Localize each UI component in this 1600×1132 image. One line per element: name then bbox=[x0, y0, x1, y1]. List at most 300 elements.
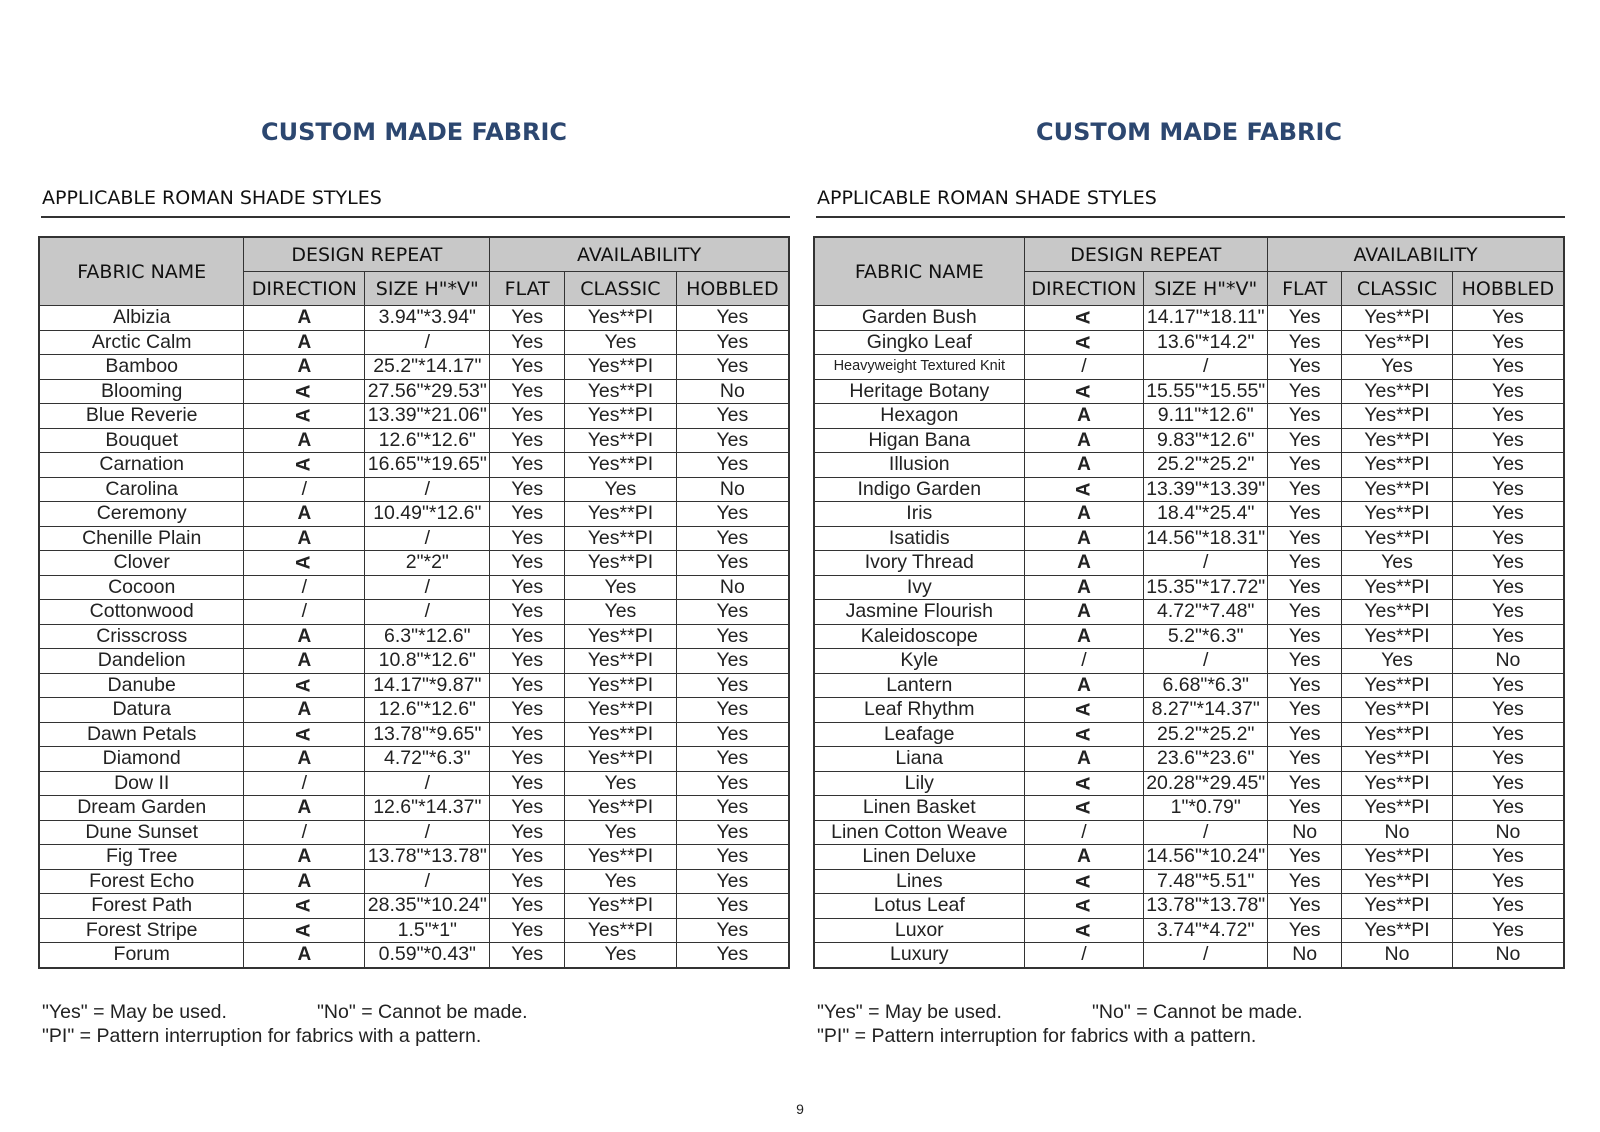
hobbled-cell: No bbox=[1452, 943, 1564, 968]
direction-cell bbox=[1024, 575, 1144, 600]
flat-cell: Yes bbox=[490, 551, 565, 576]
classic-cell: Yes bbox=[1342, 649, 1453, 674]
size-cell: 27.56"*29.53" bbox=[365, 379, 490, 404]
classic-cell: Yes**PI bbox=[1342, 526, 1453, 551]
main-title: CUSTOM MADE FABRIC bbox=[260, 118, 568, 146]
direction-upright-icon: A bbox=[297, 429, 312, 451]
classic-cell: Yes**PI bbox=[1342, 894, 1453, 919]
hobbled-cell: Yes bbox=[1452, 698, 1564, 723]
flat-cell: Yes bbox=[1268, 428, 1342, 453]
flat-cell: Yes bbox=[1268, 869, 1342, 894]
flat-cell: Yes bbox=[490, 673, 565, 698]
flat-cell: Yes bbox=[490, 624, 565, 649]
direction-upright-icon: A bbox=[1077, 674, 1091, 696]
hobbled-cell: Yes bbox=[1452, 477, 1564, 502]
hobbled-cell: No bbox=[676, 477, 789, 502]
section-title: APPLICABLE ROMAN SHADE STYLES bbox=[817, 187, 1157, 209]
flat-cell: Yes bbox=[490, 477, 565, 502]
hobbled-cell: Yes bbox=[676, 624, 789, 649]
direction-cell bbox=[244, 502, 365, 527]
flat-cell: Yes bbox=[490, 698, 565, 723]
direction-cell bbox=[1024, 428, 1144, 453]
direction-cell bbox=[1024, 502, 1144, 527]
fabric-name-cell: Lines bbox=[814, 869, 1024, 894]
fabric-name-cell: Forest Stripe bbox=[39, 918, 244, 943]
hobbled-cell: Yes bbox=[1452, 526, 1564, 551]
hobbled-cell: Yes bbox=[1452, 600, 1564, 625]
size-cell: / bbox=[365, 600, 490, 625]
size-cell: 12.6"*12.6" bbox=[365, 698, 490, 723]
classic-cell: Yes**PI bbox=[565, 355, 677, 380]
fabric-name-cell: Datura bbox=[39, 698, 244, 723]
classic-cell: Yes bbox=[565, 477, 677, 502]
header-direction: DIRECTION bbox=[244, 272, 365, 306]
size-cell: 13.39"*13.39" bbox=[1144, 477, 1268, 502]
fabric-name-cell: Garden Bush bbox=[814, 306, 1024, 331]
size-cell: 16.65"*19.65" bbox=[365, 453, 490, 478]
fabric-name-cell: Linen Cotton Weave bbox=[814, 820, 1024, 845]
table-row bbox=[39, 355, 789, 380]
direction-cell bbox=[1024, 796, 1144, 821]
fabric-name-cell: Albizia bbox=[39, 306, 244, 331]
fabric-name-cell: Forum bbox=[39, 943, 244, 968]
fabric-name-cell: Lotus Leaf bbox=[814, 894, 1024, 919]
hobbled-cell: Yes bbox=[676, 330, 789, 355]
classic-cell: Yes**PI bbox=[1342, 771, 1453, 796]
table-row bbox=[39, 526, 789, 551]
classic-cell: Yes bbox=[1342, 551, 1453, 576]
flat-cell: Yes bbox=[490, 379, 565, 404]
direction-cell bbox=[244, 551, 365, 576]
table-row bbox=[39, 575, 789, 600]
direction-cell bbox=[244, 379, 365, 404]
flat-cell: Yes bbox=[490, 722, 565, 747]
flat-cell: Yes bbox=[490, 453, 565, 478]
direction-cell bbox=[1024, 355, 1144, 380]
direction-sideways-icon: A bbox=[293, 727, 315, 742]
header-design-repeat: DESIGN REPEAT bbox=[1024, 237, 1268, 272]
fabric-name-cell: Iris bbox=[814, 502, 1024, 527]
table-row bbox=[814, 698, 1564, 723]
header-classic: CLASSIC bbox=[565, 272, 677, 306]
classic-cell: Yes**PI bbox=[565, 404, 677, 429]
direction-cell bbox=[244, 869, 365, 894]
classic-cell: Yes**PI bbox=[565, 894, 677, 919]
flat-cell: Yes bbox=[490, 575, 565, 600]
size-cell: 23.6"*23.6" bbox=[1144, 747, 1268, 772]
header-design-repeat: DESIGN REPEAT bbox=[244, 237, 490, 272]
size-cell: 25.2"*25.2" bbox=[1144, 453, 1268, 478]
classic-cell: Yes**PI bbox=[565, 306, 677, 331]
classic-cell: Yes**PI bbox=[565, 796, 677, 821]
table-row bbox=[39, 624, 789, 649]
hobbled-cell: Yes bbox=[1452, 624, 1564, 649]
classic-cell: Yes bbox=[565, 943, 677, 968]
hobbled-cell: Yes bbox=[676, 526, 789, 551]
classic-cell: Yes**PI bbox=[565, 551, 677, 576]
table-row bbox=[814, 575, 1564, 600]
table-row bbox=[814, 502, 1564, 527]
fabric-name-cell: Dandelion bbox=[39, 649, 244, 674]
hobbled-cell: Yes bbox=[676, 551, 789, 576]
header-fabric-name: FABRIC NAME bbox=[814, 237, 1024, 306]
size-cell: 5.2"*6.3" bbox=[1144, 624, 1268, 649]
table-row bbox=[814, 526, 1564, 551]
direction-sideways-icon: A bbox=[293, 923, 315, 938]
hobbled-cell: Yes bbox=[1452, 869, 1564, 894]
direction-value: / bbox=[301, 820, 308, 843]
size-cell: 1.5"*1" bbox=[365, 918, 490, 943]
size-cell: / bbox=[1144, 649, 1268, 674]
direction-upright-icon: A bbox=[1077, 503, 1091, 525]
direction-upright-icon: A bbox=[1077, 405, 1091, 427]
direction-upright-icon: A bbox=[297, 846, 312, 868]
direction-upright-icon: A bbox=[297, 748, 312, 770]
fabric-name-cell: Dow II bbox=[39, 771, 244, 796]
table-row bbox=[39, 894, 789, 919]
direction-cell bbox=[1024, 918, 1144, 943]
flat-cell: Yes bbox=[490, 600, 565, 625]
table-row bbox=[39, 845, 789, 870]
size-cell: 14.56"*18.31" bbox=[1144, 526, 1268, 551]
classic-cell: Yes**PI bbox=[1342, 747, 1453, 772]
header-direction: DIRECTION bbox=[1024, 272, 1144, 306]
table-row bbox=[814, 355, 1564, 380]
fabric-name-cell: Lantern bbox=[814, 673, 1024, 698]
direction-cell bbox=[1024, 379, 1144, 404]
classic-cell: Yes**PI bbox=[565, 428, 677, 453]
direction-value: / bbox=[301, 477, 308, 500]
direction-sideways-icon: A bbox=[1073, 727, 1095, 742]
direction-upright-icon: A bbox=[297, 331, 312, 353]
hobbled-cell: Yes bbox=[1452, 894, 1564, 919]
hobbled-cell: Yes bbox=[1452, 502, 1564, 527]
hobbled-cell: No bbox=[676, 575, 789, 600]
fabric-name-cell: Cottonwood bbox=[39, 600, 244, 625]
size-cell: 10.8"*12.6" bbox=[365, 649, 490, 674]
flat-cell: Yes bbox=[1268, 404, 1342, 429]
size-cell: 14.17"*9.87" bbox=[365, 673, 490, 698]
size-cell: 12.6"*14.37" bbox=[365, 796, 490, 821]
fabric-name-cell: Carolina bbox=[39, 477, 244, 502]
hobbled-cell: Yes bbox=[676, 673, 789, 698]
legend-yes: "Yes" = May be used. bbox=[817, 1001, 1002, 1023]
classic-cell: Yes**PI bbox=[1342, 845, 1453, 870]
size-cell: 13.6"*14.2" bbox=[1144, 330, 1268, 355]
size-cell: / bbox=[1144, 355, 1268, 380]
table-row bbox=[39, 502, 789, 527]
table-row bbox=[814, 796, 1564, 821]
flat-cell: Yes bbox=[1268, 722, 1342, 747]
hobbled-cell: Yes bbox=[676, 845, 789, 870]
direction-upright-icon: A bbox=[1077, 527, 1091, 549]
hobbled-cell: No bbox=[676, 379, 789, 404]
table-row bbox=[814, 649, 1564, 674]
direction-cell bbox=[1024, 845, 1144, 870]
section-divider bbox=[816, 216, 1565, 218]
fabric-name-cell: Isatidis bbox=[814, 526, 1024, 551]
flat-cell: Yes bbox=[490, 894, 565, 919]
flat-cell: Yes bbox=[490, 355, 565, 380]
table-body bbox=[814, 306, 1564, 968]
table-row bbox=[39, 943, 789, 968]
size-cell: 12.6"*12.6" bbox=[365, 428, 490, 453]
fabric-name-cell: Ivy bbox=[814, 575, 1024, 600]
flat-cell: Yes bbox=[490, 820, 565, 845]
fabric-name-cell: Crisscross bbox=[39, 624, 244, 649]
table-row bbox=[39, 600, 789, 625]
hobbled-cell: Yes bbox=[676, 453, 789, 478]
hobbled-cell: Yes bbox=[676, 355, 789, 380]
flat-cell: Yes bbox=[1268, 747, 1342, 772]
header-size: SIZE H"*V" bbox=[1144, 272, 1268, 306]
table-row bbox=[39, 771, 789, 796]
fabric-name-cell: Leaf Rhythm bbox=[814, 698, 1024, 723]
header-flat: FLAT bbox=[490, 272, 565, 306]
direction-value: / bbox=[1081, 820, 1087, 843]
direction-cell bbox=[1024, 943, 1144, 968]
fabric-name-cell: Blooming bbox=[39, 379, 244, 404]
size-cell: 13.39"*21.06" bbox=[365, 404, 490, 429]
size-cell: 9.11"*12.6" bbox=[1144, 404, 1268, 429]
hobbled-cell: Yes bbox=[1452, 306, 1564, 331]
size-cell: 3.94"*3.94" bbox=[365, 306, 490, 331]
hobbled-cell: Yes bbox=[1452, 771, 1564, 796]
size-cell: 4.72"*7.48" bbox=[1144, 600, 1268, 625]
classic-cell: Yes**PI bbox=[1342, 453, 1453, 478]
direction-sideways-icon: A bbox=[293, 555, 315, 570]
size-cell: 14.17"*18.11" bbox=[1144, 306, 1268, 331]
hobbled-cell: Yes bbox=[676, 404, 789, 429]
header-classic: CLASSIC bbox=[1342, 272, 1453, 306]
table-row bbox=[39, 379, 789, 404]
legend-no: "No" = Cannot be made. bbox=[1092, 1001, 1303, 1023]
size-cell: 13.78"*9.65" bbox=[365, 722, 490, 747]
flat-cell: Yes bbox=[1268, 551, 1342, 576]
direction-cell bbox=[1024, 453, 1144, 478]
fabric-name-cell: Leafage bbox=[814, 722, 1024, 747]
direction-sideways-icon: A bbox=[1073, 776, 1095, 791]
size-cell: 13.78"*13.78" bbox=[365, 845, 490, 870]
flat-cell: Yes bbox=[1268, 526, 1342, 551]
hobbled-cell: Yes bbox=[1452, 918, 1564, 943]
direction-cell bbox=[244, 624, 365, 649]
flat-cell: Yes bbox=[1268, 918, 1342, 943]
classic-cell: Yes bbox=[565, 575, 677, 600]
header-availability: AVAILABILITY bbox=[1268, 237, 1564, 272]
table-row bbox=[39, 869, 789, 894]
classic-cell: Yes**PI bbox=[1342, 428, 1453, 453]
direction-cell bbox=[244, 477, 365, 502]
size-cell: / bbox=[365, 820, 490, 845]
fabric-name-cell: Blue Reverie bbox=[39, 404, 244, 429]
fabric-name-cell: Dream Garden bbox=[39, 796, 244, 821]
classic-cell: Yes**PI bbox=[565, 747, 677, 772]
flat-cell: Yes bbox=[1268, 649, 1342, 674]
direction-upright-icon: A bbox=[1077, 454, 1091, 476]
size-cell: / bbox=[1144, 820, 1268, 845]
direction-cell bbox=[1024, 771, 1144, 796]
direction-value: / bbox=[301, 600, 308, 623]
table-row bbox=[814, 330, 1564, 355]
flat-cell: Yes bbox=[490, 796, 565, 821]
hobbled-cell: Yes bbox=[1452, 379, 1564, 404]
flat-cell: Yes bbox=[490, 330, 565, 355]
direction-cell bbox=[244, 404, 365, 429]
table-row bbox=[39, 722, 789, 747]
table-row bbox=[39, 918, 789, 943]
flat-cell: Yes bbox=[1268, 771, 1342, 796]
fabric-name-cell: Illusion bbox=[814, 453, 1024, 478]
direction-sideways-icon: A bbox=[1073, 702, 1095, 717]
classic-cell: No bbox=[1342, 820, 1453, 845]
hobbled-cell: Yes bbox=[1452, 673, 1564, 698]
table-row bbox=[814, 747, 1564, 772]
fabric-name-cell: Cocoon bbox=[39, 575, 244, 600]
fabric-name-cell: Gingko Leaf bbox=[814, 330, 1024, 355]
flat-cell: Yes bbox=[490, 649, 565, 674]
classic-cell: Yes**PI bbox=[1342, 306, 1453, 331]
classic-cell: Yes**PI bbox=[565, 673, 677, 698]
flat-cell: Yes bbox=[1268, 355, 1342, 380]
direction-cell bbox=[244, 747, 365, 772]
table-row bbox=[39, 747, 789, 772]
fabric-name-cell: Clover bbox=[39, 551, 244, 576]
fabric-name-cell: Linen Basket bbox=[814, 796, 1024, 821]
flat-cell: Yes bbox=[1268, 453, 1342, 478]
header-fabric-name: FABRIC NAME bbox=[39, 237, 244, 306]
table-row bbox=[39, 330, 789, 355]
fabric-name-cell: Ceremony bbox=[39, 502, 244, 527]
classic-cell: Yes**PI bbox=[1342, 698, 1453, 723]
flat-cell: Yes bbox=[490, 428, 565, 453]
classic-cell: Yes**PI bbox=[1342, 379, 1453, 404]
fabric-name-cell: Liana bbox=[814, 747, 1024, 772]
direction-upright-icon: A bbox=[297, 307, 312, 329]
table-row bbox=[814, 869, 1564, 894]
flat-cell: Yes bbox=[490, 404, 565, 429]
direction-sideways-icon: A bbox=[1073, 800, 1095, 815]
direction-cell bbox=[244, 918, 365, 943]
size-cell: 10.49"*12.6" bbox=[365, 502, 490, 527]
direction-cell bbox=[244, 722, 365, 747]
classic-cell: Yes**PI bbox=[1342, 600, 1453, 625]
fabric-name-cell: Bamboo bbox=[39, 355, 244, 380]
hobbled-cell: Yes bbox=[676, 820, 789, 845]
table-row bbox=[814, 379, 1564, 404]
fabric-name-cell: Forest Path bbox=[39, 894, 244, 919]
table-row bbox=[814, 306, 1564, 331]
hobbled-cell: Yes bbox=[676, 796, 789, 821]
hobbled-cell: Yes bbox=[676, 894, 789, 919]
fabric-name-cell: Carnation bbox=[39, 453, 244, 478]
flat-cell: Yes bbox=[1268, 575, 1342, 600]
fabric-name-cell: Kaleidoscope bbox=[814, 624, 1024, 649]
flat-cell: No bbox=[1268, 820, 1342, 845]
size-cell: 9.83"*12.6" bbox=[1144, 428, 1268, 453]
fabric-table bbox=[38, 236, 790, 969]
main-title: CUSTOM MADE FABRIC bbox=[1035, 118, 1343, 146]
hobbled-cell: Yes bbox=[676, 943, 789, 968]
hobbled-cell: Yes bbox=[676, 747, 789, 772]
legend-pi: "PI" = Pattern interruption for fabrics with a pattern. bbox=[42, 1025, 482, 1047]
flat-cell: Yes bbox=[490, 943, 565, 968]
size-cell: / bbox=[365, 330, 490, 355]
fabric-name-cell: Kyle bbox=[814, 649, 1024, 674]
fabric-name-cell: Arctic Calm bbox=[39, 330, 244, 355]
hobbled-cell: Yes bbox=[676, 722, 789, 747]
hobbled-cell: Yes bbox=[1452, 796, 1564, 821]
classic-cell: Yes**PI bbox=[565, 845, 677, 870]
hobbled-cell: Yes bbox=[1452, 747, 1564, 772]
table-row bbox=[814, 820, 1564, 845]
flat-cell: Yes bbox=[1268, 379, 1342, 404]
size-cell: / bbox=[365, 869, 490, 894]
table-row bbox=[814, 404, 1564, 429]
direction-cell bbox=[1024, 526, 1144, 551]
header-flat: FLAT bbox=[1268, 272, 1342, 306]
direction-value: / bbox=[301, 771, 308, 794]
direction-sideways-icon: A bbox=[293, 898, 315, 913]
flat-cell: Yes bbox=[1268, 624, 1342, 649]
classic-cell: Yes**PI bbox=[1342, 796, 1453, 821]
classic-cell: Yes bbox=[565, 771, 677, 796]
direction-upright-icon: A bbox=[297, 797, 312, 819]
fabric-name-cell: Heritage Botany bbox=[814, 379, 1024, 404]
classic-cell: Yes bbox=[1342, 355, 1453, 380]
direction-sideways-icon: A bbox=[1073, 923, 1095, 938]
direction-sideways-icon: A bbox=[1073, 335, 1095, 350]
fabric-name-cell: Lily bbox=[814, 771, 1024, 796]
classic-cell: Yes bbox=[565, 600, 677, 625]
classic-cell: Yes bbox=[565, 869, 677, 894]
direction-value: / bbox=[301, 575, 308, 598]
fabric-name-cell: Hexagon bbox=[814, 404, 1024, 429]
size-cell: 7.48"*5.51" bbox=[1144, 869, 1268, 894]
table-row bbox=[39, 673, 789, 698]
fabric-name-cell: Luxor bbox=[814, 918, 1024, 943]
direction-cell bbox=[244, 894, 365, 919]
direction-upright-icon: A bbox=[297, 625, 312, 647]
flat-cell: Yes bbox=[1268, 477, 1342, 502]
table-row bbox=[814, 845, 1564, 870]
classic-cell: Yes**PI bbox=[1342, 404, 1453, 429]
direction-upright-icon: A bbox=[1077, 846, 1091, 868]
classic-cell: Yes**PI bbox=[1342, 722, 1453, 747]
direction-upright-icon: A bbox=[297, 870, 312, 892]
classic-cell: Yes**PI bbox=[565, 649, 677, 674]
table-row bbox=[814, 453, 1564, 478]
size-cell: 18.4"*25.4" bbox=[1144, 502, 1268, 527]
fabric-name-cell: Dune Sunset bbox=[39, 820, 244, 845]
hobbled-cell: Yes bbox=[676, 649, 789, 674]
legend bbox=[817, 1000, 1557, 1048]
size-cell: 1"*0.79" bbox=[1144, 796, 1268, 821]
size-cell: 8.27"*14.37" bbox=[1144, 698, 1268, 723]
flat-cell: Yes bbox=[490, 526, 565, 551]
direction-upright-icon: A bbox=[297, 699, 312, 721]
hobbled-cell: No bbox=[1452, 820, 1564, 845]
direction-cell bbox=[244, 306, 365, 331]
direction-cell bbox=[1024, 894, 1144, 919]
direction-cell bbox=[244, 600, 365, 625]
hobbled-cell: Yes bbox=[676, 771, 789, 796]
size-cell: 25.2"*14.17" bbox=[365, 355, 490, 380]
direction-cell bbox=[1024, 551, 1144, 576]
direction-sideways-icon: A bbox=[293, 408, 315, 423]
classic-cell: Yes**PI bbox=[565, 453, 677, 478]
hobbled-cell: Yes bbox=[676, 428, 789, 453]
